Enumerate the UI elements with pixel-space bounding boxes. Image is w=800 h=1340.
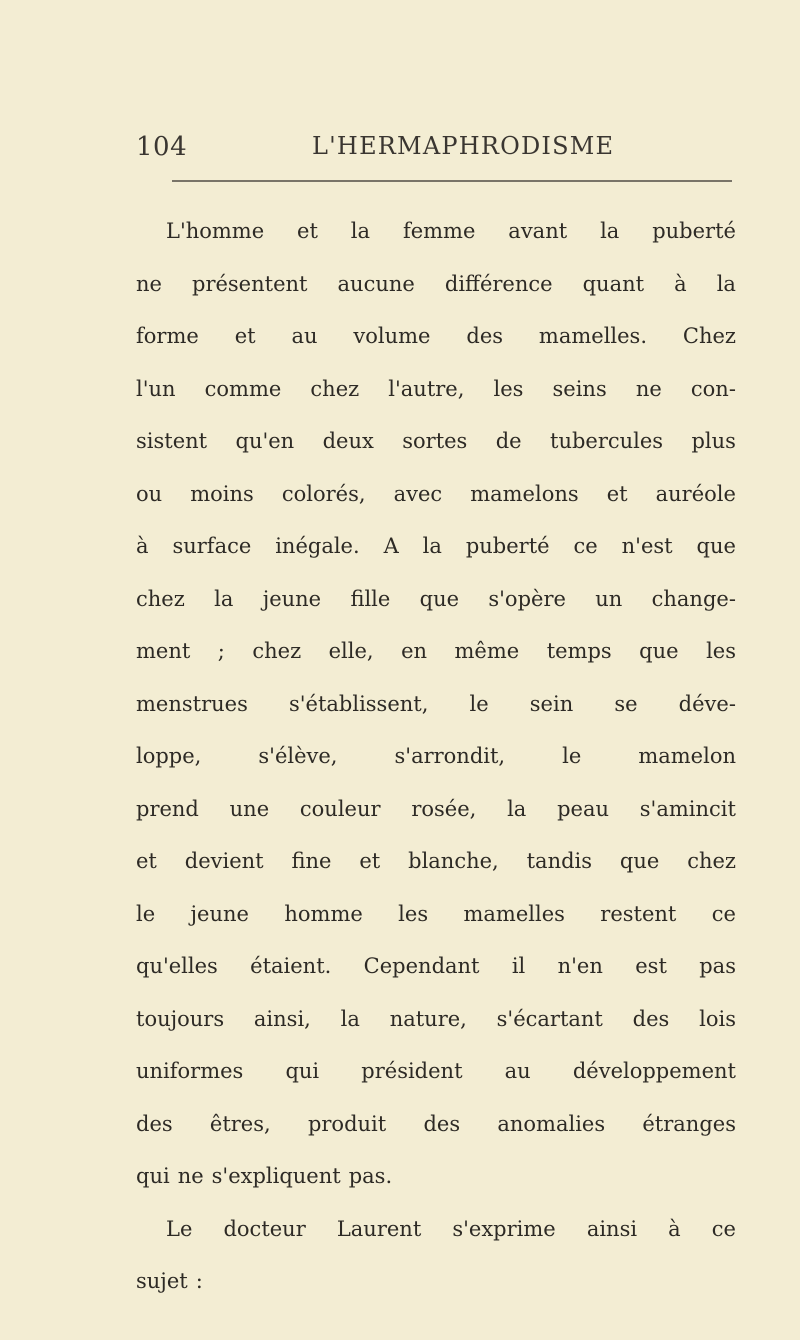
word: à	[136, 534, 149, 558]
word: s'expliquent	[211, 1164, 341, 1188]
word: prend	[136, 796, 199, 821]
text-line	[136, 940, 736, 993]
word: à	[668, 1216, 681, 1241]
word: sujet	[136, 1269, 188, 1293]
word: déve-	[678, 691, 736, 716]
word: inégale.	[275, 534, 360, 558]
word: n'en	[557, 954, 603, 978]
word: ce	[711, 901, 736, 926]
word: au	[504, 1059, 531, 1083]
word: peau	[557, 796, 610, 821]
word: l'autre,	[388, 376, 465, 401]
text-line	[136, 835, 736, 888]
word: présentent	[192, 271, 308, 296]
word: sein	[529, 691, 574, 716]
word: que	[696, 534, 736, 558]
word: menstrues	[136, 691, 248, 716]
word: développement	[572, 1059, 736, 1083]
word: ainsi,	[253, 1006, 311, 1031]
word: sortes	[402, 429, 468, 453]
running-head	[136, 132, 730, 172]
word: que	[639, 639, 679, 663]
word: mamelon	[638, 744, 736, 768]
text-line	[136, 1150, 736, 1203]
text-line	[136, 573, 736, 626]
word: seins	[552, 376, 607, 401]
word: étaient.	[250, 954, 332, 978]
word: ment	[136, 639, 191, 663]
word: anomalies	[497, 1111, 606, 1136]
word: des	[466, 324, 504, 348]
word: la	[507, 796, 527, 821]
word: que	[619, 849, 660, 873]
word: même	[454, 639, 520, 663]
text-line	[136, 205, 736, 258]
word: que	[419, 586, 460, 611]
word: qui	[136, 1164, 170, 1188]
text-line	[136, 415, 736, 468]
text-line	[136, 730, 736, 783]
text-line	[136, 783, 736, 836]
word: comme	[204, 376, 282, 401]
word: chez	[252, 639, 302, 663]
text-line	[136, 310, 736, 363]
word: jeune	[190, 901, 249, 926]
word: aucune	[337, 271, 415, 296]
word: l'un	[136, 376, 176, 401]
word: chez	[136, 586, 185, 611]
word: ce	[711, 1216, 736, 1241]
word: Cependant	[363, 954, 480, 978]
word: ne	[136, 271, 162, 296]
word: :	[195, 1269, 203, 1293]
word: n'est	[621, 534, 673, 558]
word: puberté	[465, 534, 550, 558]
word: volume	[353, 324, 431, 348]
word: la	[214, 586, 234, 611]
word: temps	[546, 639, 612, 663]
word: ce	[573, 534, 598, 558]
word: un	[595, 586, 623, 611]
word: Chez	[682, 324, 736, 348]
word: les	[706, 639, 736, 663]
word: la	[716, 271, 736, 296]
word: s'écartant	[496, 1006, 603, 1031]
word: la	[422, 534, 442, 558]
word: surface	[172, 534, 252, 558]
word: ou	[136, 481, 163, 506]
word: deux	[322, 429, 374, 453]
word: change-	[651, 586, 736, 611]
word: auréole	[655, 481, 736, 506]
word: la	[350, 219, 371, 243]
word: des	[423, 1111, 461, 1136]
word: à	[674, 271, 687, 296]
text-line	[136, 678, 736, 731]
word: le	[562, 744, 582, 768]
word: ainsi	[586, 1216, 638, 1241]
word: femme	[402, 219, 476, 243]
word: uniformes	[136, 1059, 244, 1083]
word: s'opère	[488, 586, 566, 611]
word: puberté	[652, 219, 736, 243]
word: couleur	[299, 796, 381, 821]
word: les	[493, 376, 524, 401]
word: tubercules	[550, 429, 664, 453]
word: et	[359, 849, 381, 873]
word: con-	[690, 376, 736, 401]
word: pas.	[348, 1164, 393, 1188]
word: tandis	[526, 849, 593, 873]
word: devient	[184, 849, 264, 873]
word: moins	[190, 481, 254, 506]
word: sistent	[136, 429, 208, 453]
word: mamelles.	[538, 324, 648, 348]
word: président	[361, 1059, 463, 1083]
word: avant	[508, 219, 568, 243]
word: il	[511, 954, 526, 978]
text-line	[136, 1203, 736, 1256]
word: s'élève,	[258, 744, 338, 768]
word: mamelons	[470, 481, 579, 506]
word: qu'elles	[136, 954, 218, 978]
word: pas	[699, 954, 736, 978]
word: s'amincit	[639, 796, 736, 821]
word: le	[136, 901, 156, 926]
word: docteur	[223, 1216, 306, 1241]
word: la	[600, 219, 620, 243]
word: au	[291, 324, 318, 348]
word: produit	[307, 1111, 387, 1136]
page-number: 104	[136, 132, 188, 162]
word: ne	[177, 1164, 204, 1188]
text-line	[136, 1255, 736, 1308]
text-line	[136, 993, 736, 1046]
text-line	[136, 1098, 736, 1151]
body-text	[136, 205, 736, 1308]
word: étranges	[642, 1111, 736, 1136]
word: nature,	[389, 1006, 467, 1031]
word: des	[632, 1006, 670, 1031]
word: toujours	[136, 1006, 225, 1031]
word: lois	[699, 1006, 736, 1031]
word: s'établissent,	[288, 691, 429, 716]
text-line	[136, 520, 736, 573]
word: le	[469, 691, 489, 716]
text-line	[136, 1045, 736, 1098]
word: qu'en	[235, 429, 295, 453]
word: s'arrondit,	[394, 744, 506, 768]
text-line	[136, 363, 736, 416]
word: fine	[291, 849, 332, 873]
word: des	[136, 1111, 173, 1136]
word: Le	[166, 1216, 193, 1241]
word: êtres,	[209, 1111, 271, 1136]
word: avec	[393, 481, 443, 506]
word: différence	[444, 271, 553, 296]
word: s'exprime	[452, 1216, 556, 1241]
word: ;	[217, 639, 225, 663]
word: et	[606, 481, 628, 506]
word: et	[234, 324, 256, 348]
word: L'homme	[166, 219, 265, 243]
word: rosée,	[411, 796, 477, 821]
word: de	[495, 429, 522, 453]
word: une	[229, 796, 270, 821]
word: et	[297, 219, 318, 243]
word: blanche,	[408, 849, 499, 873]
text-line	[136, 468, 736, 521]
word: se	[614, 691, 638, 716]
running-title: L'HERMAPHRODISME	[312, 132, 615, 160]
word: est	[635, 954, 667, 978]
text-line	[136, 258, 736, 311]
word: mamelles	[463, 901, 565, 926]
word: chez	[687, 849, 736, 873]
word: plus	[691, 429, 736, 453]
word: ne	[635, 376, 662, 401]
word: restent	[600, 901, 677, 926]
word: et	[136, 849, 157, 873]
word: colorés,	[281, 481, 366, 506]
text-line	[136, 625, 736, 678]
word: la	[340, 1006, 360, 1031]
word: les	[398, 901, 429, 926]
word: qui	[285, 1059, 320, 1083]
text-line	[136, 888, 736, 941]
word: quant	[582, 271, 645, 296]
word: A	[383, 534, 399, 558]
word: fille	[350, 586, 391, 611]
word: forme	[136, 324, 199, 348]
word: Laurent	[336, 1216, 422, 1241]
word: chez	[310, 376, 360, 401]
word: elle,	[328, 639, 374, 663]
header-rule	[172, 180, 732, 182]
word: jeune	[262, 586, 322, 611]
word: en	[401, 639, 428, 663]
word: homme	[284, 901, 363, 926]
word: loppe,	[136, 744, 202, 768]
